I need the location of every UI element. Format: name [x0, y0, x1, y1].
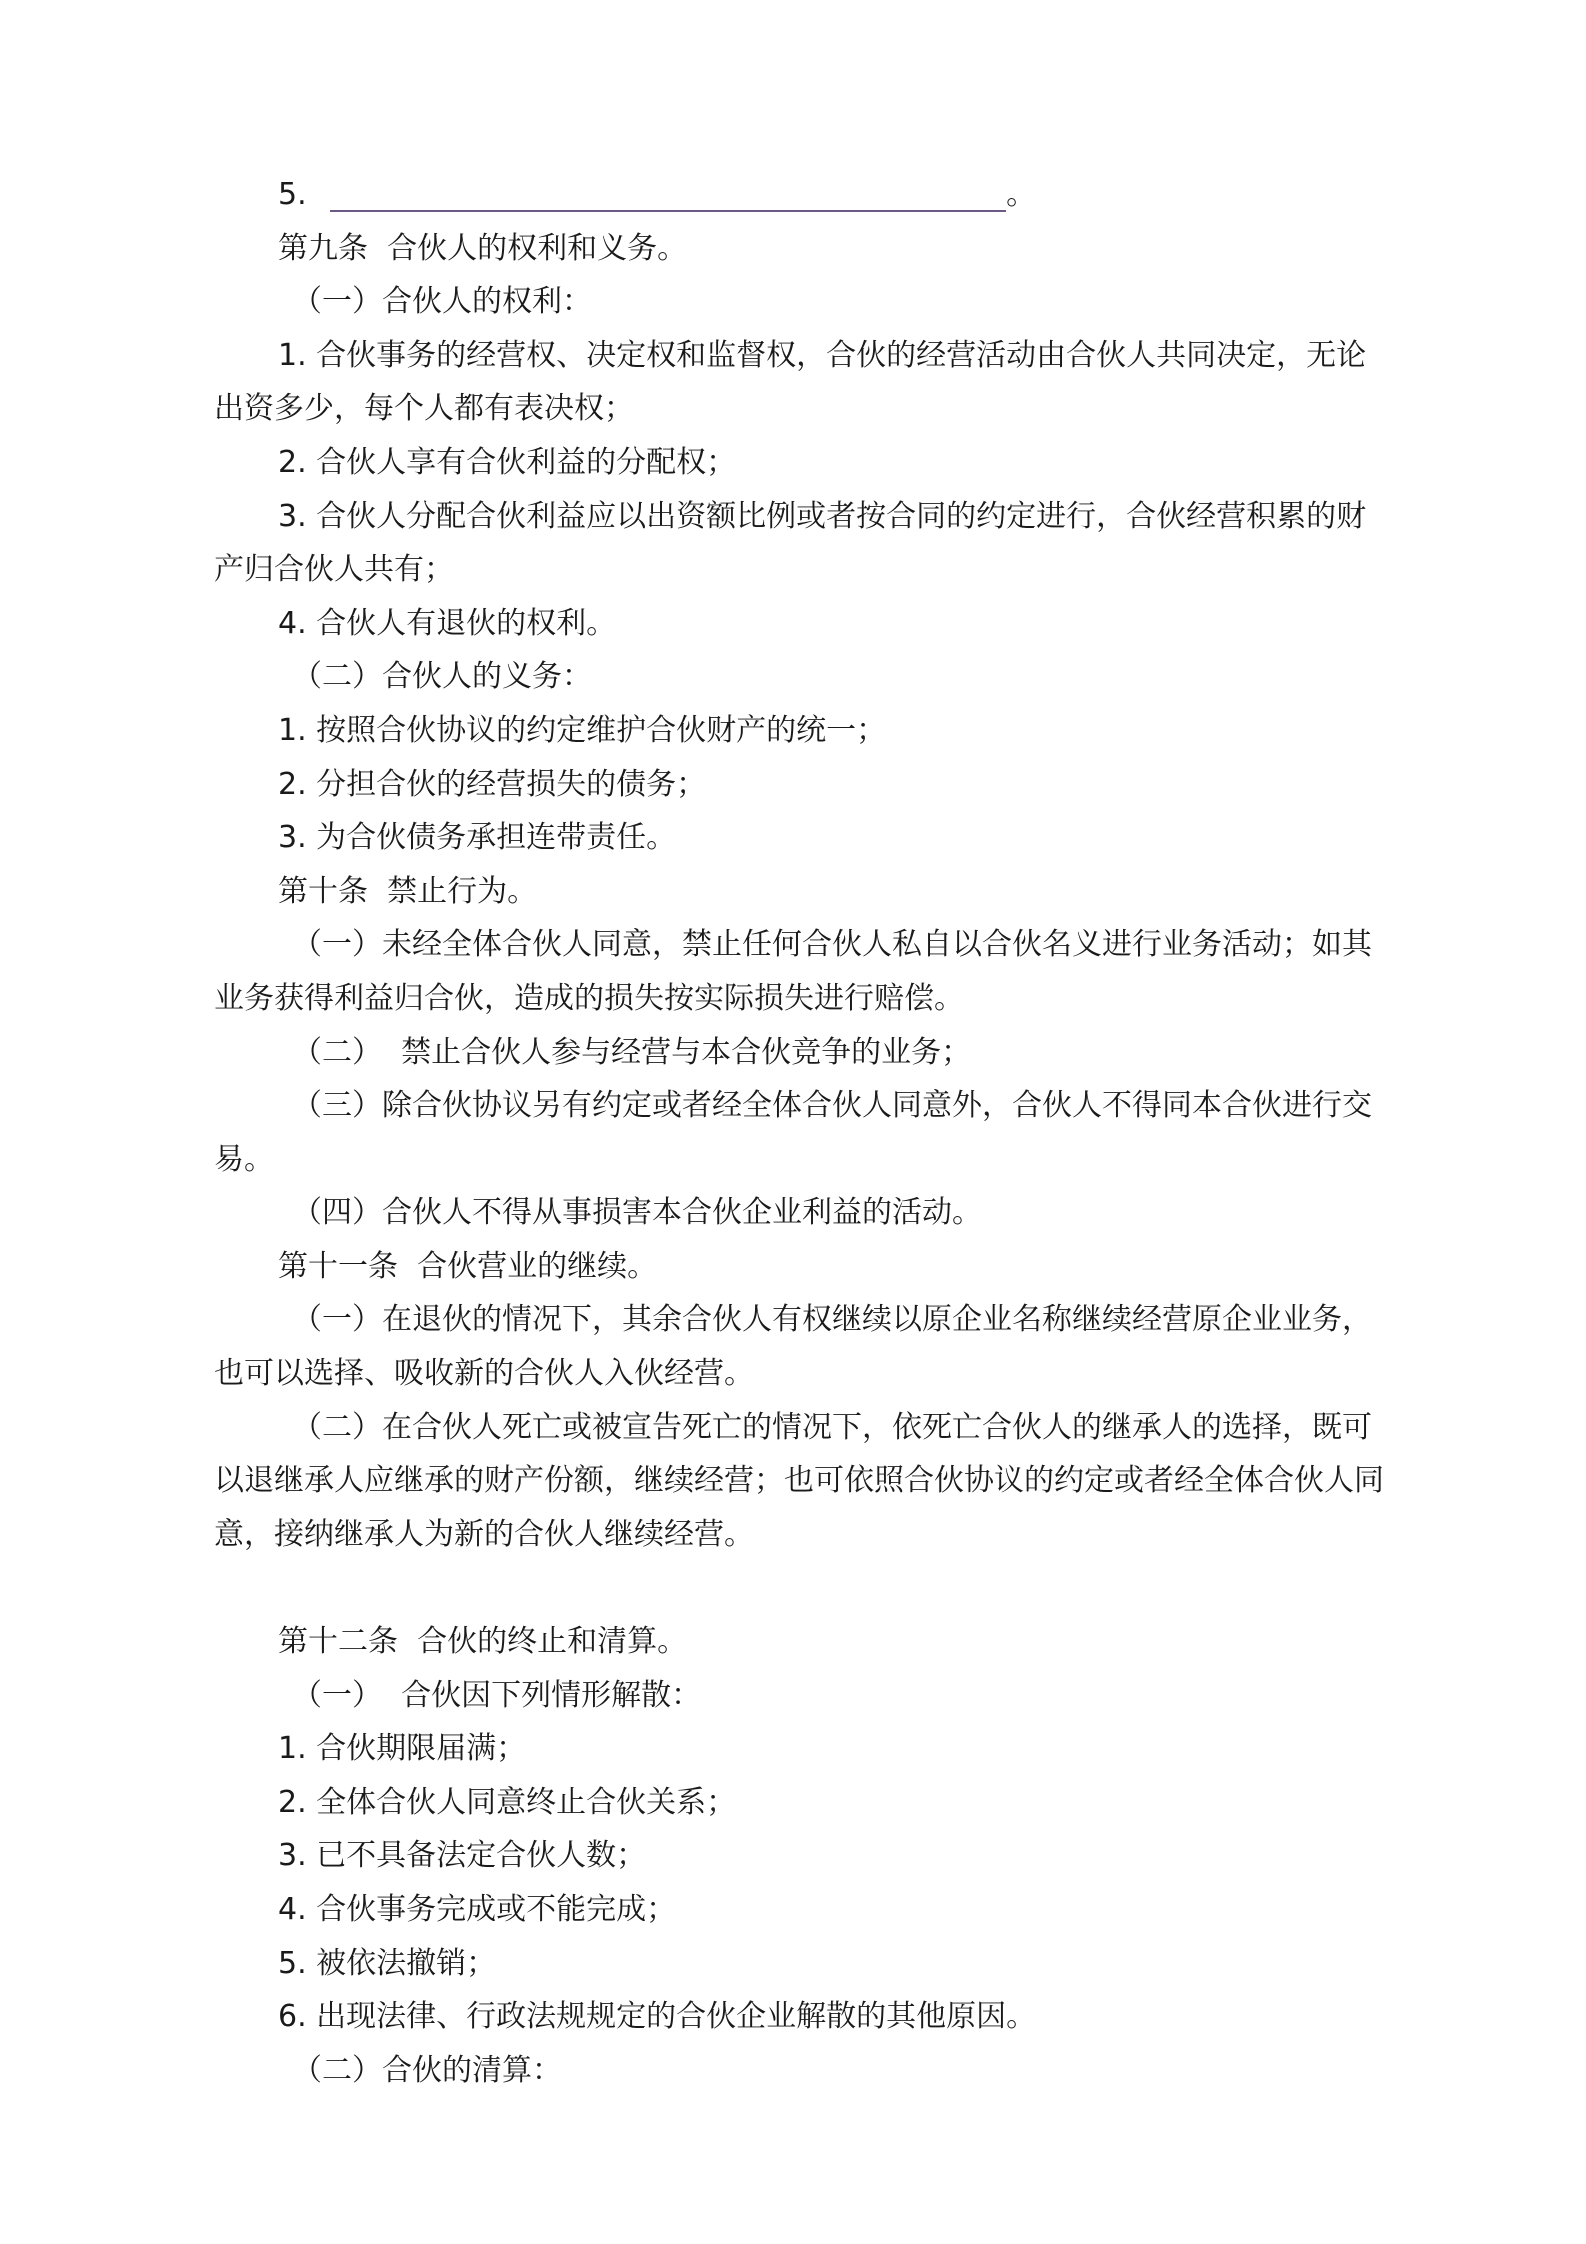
paragraph: （一）未经全体合伙人同意，禁止任何合伙人私自以合伙名义进行业务活动；如其业务获得利益归合伙，造成的损失按实际损失进行赔偿。 — [214, 927, 1372, 1016]
list-item: 3. 已不具备法定合伙人数； — [278, 1838, 647, 1874]
list-item: 5. 被依法撤销； — [278, 1945, 497, 1981]
document-body — [214, 168, 1394, 2097]
list-item: 3. 为合伙债务承担连带责任。 — [278, 820, 677, 856]
paragraph: （四）合伙人不得从事损害本合伙企业利益的活动。 — [292, 1195, 982, 1231]
paragraph: （三）除合伙协议另有约定或者经全体合伙人同意外，合伙人不得同本合伙进行交易。 — [214, 1088, 1372, 1177]
section-heading: （二）合伙人的义务： — [292, 659, 592, 695]
article-heading: 第十条 禁止行为。 — [278, 873, 538, 909]
paragraph: （二） 禁止合伙人参与经营与本合伙竞争的业务； — [292, 1034, 972, 1070]
article-heading: 第十二条 合伙的终止和清算。 — [278, 1624, 688, 1660]
list-item: 2. 合伙人享有合伙利益的分配权； — [278, 444, 737, 480]
list-item: 4. 合伙事务完成或不能完成； — [278, 1892, 677, 1927]
section-heading: （二）合伙的清算： — [292, 2052, 562, 2088]
list-item: 1. 合伙事务的经营权、决定权和监督权，合伙的经营活动由合伙人共同决定，无论出资多少，每个人都有表决权； — [214, 337, 1367, 427]
paragraph-spacer — [214, 1561, 1394, 1615]
list-item: 6. 出现法律、行政法规规定的合伙企业解散的其他原因。 — [278, 1999, 1037, 2035]
list-item-blank: 5. 。 — [278, 177, 1037, 212]
list-item: 2. 全体合伙人同意终止合伙关系； — [278, 1784, 737, 1820]
list-item: 3. 合伙人分配合伙利益应以出资额比例或者按合同的约定进行，合伙经营积累的财产归合伙人共有； — [214, 498, 1367, 588]
paragraph: （二）在合伙人死亡或被宣告死亡的情况下，依死亡合伙人的继承人的选择，既可以退继承人应继承的财产份额，继续经营；也可依照合伙协议的约定或者经全体合伙人同意，接纳继承人为新的合伙人继续经营。 — [214, 1409, 1384, 1552]
article-heading: 第九条 合伙人的权利和义务。 — [278, 230, 688, 266]
list-item: 1. 按照合伙协议的约定维护合伙财产的统一； — [278, 712, 887, 748]
article-heading: 第十一条 合伙营业的继续。 — [278, 1248, 658, 1284]
paragraph: （一）在退伙的情况下，其余合伙人有权继续以原企业名称继续经营原企业业务，也可以选择、吸收新的合伙人入伙经营。 — [214, 1302, 1372, 1392]
list-item: 1. 合伙期限届满； — [278, 1731, 527, 1767]
section-heading: （一）合伙人的权利： — [292, 284, 592, 320]
section-heading: （一） 合伙因下列情形解散： — [292, 1677, 702, 1713]
list-item: 2. 分担合伙的经营损失的债务； — [278, 766, 707, 802]
list-item: 4. 合伙人有退伙的权利。 — [278, 605, 617, 641]
fill-in-blank — [330, 176, 1006, 212]
